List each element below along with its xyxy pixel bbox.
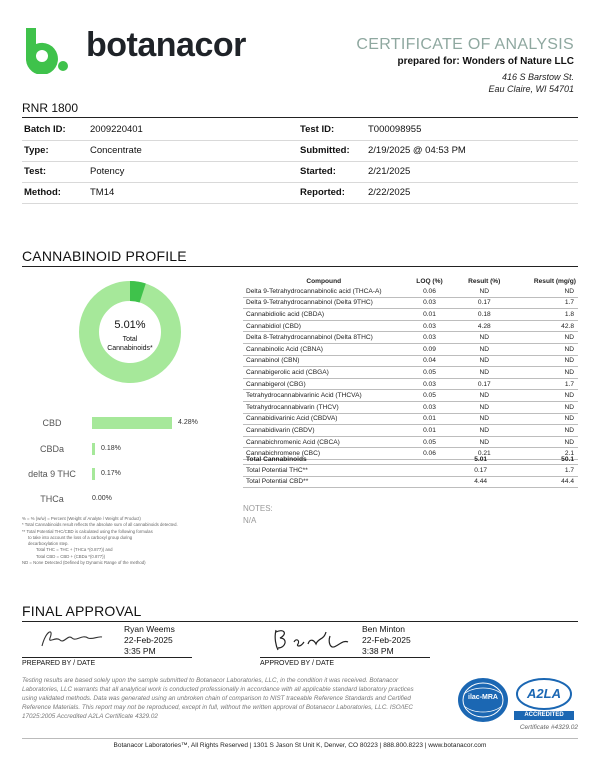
cell-result-mg: ND xyxy=(514,367,578,379)
batch-id-label: Batch ID: xyxy=(24,124,66,135)
cell-loq: 0.06 xyxy=(404,286,454,297)
table-row xyxy=(243,367,578,379)
prepared-by-name: Ryan Weems xyxy=(124,624,175,634)
divider xyxy=(22,203,578,204)
cell-spacer xyxy=(399,454,450,465)
cell-result-mg: ND xyxy=(514,401,578,413)
cell-loq: 0.03 xyxy=(404,332,454,344)
cell-result-mg: ND xyxy=(514,413,578,425)
prepared-date: 22-Feb-2025 xyxy=(124,635,173,645)
footnote-line: Total CBD = CBD + (CBDa *(0.877)) xyxy=(36,553,106,559)
cell-compound: Cannabidiolic acid (CBDA) xyxy=(243,309,404,321)
submitted-label: Submitted: xyxy=(300,145,350,156)
donut-percent: 5.01% xyxy=(114,319,146,331)
cell-compound: Cannabidivarin (CBDV) xyxy=(243,425,404,437)
cell-result-mg: ND xyxy=(514,436,578,448)
disclaimer-text: Testing results are based solely upon the sample submitted to Botanacor Laboratories, LLC, in the condition it was received. Botanacor Laboratories, LLC warrants that all analytical work is conducted professionally in accordance with all applicable standard laboratory practices using validated methods. Data was generated using an unbroken chain of comparison to NIST traceable Reference Standards and Certified Reference Materials. This report may not be reproduced, except in full, without the written approval of Botanacor Laboratories, LLC. ISO/IEC 17025:2005 Accredited A2LA Certificate 4329.02 xyxy=(22,677,414,720)
prepared-caption: PREPARED BY / DATE xyxy=(22,660,96,667)
cell-total-pct: 0.17 xyxy=(450,465,511,476)
cell-result-mg: 1.7 xyxy=(514,297,578,309)
cell-loq: 0.01 xyxy=(404,309,454,321)
footer-divider xyxy=(22,738,578,739)
divider xyxy=(22,161,578,162)
cell-result-pct: ND xyxy=(455,286,515,297)
col-compound: Compound xyxy=(306,277,342,285)
cell-result-pct: ND xyxy=(455,332,515,344)
cell-result-pct: ND xyxy=(455,401,515,413)
cell-compound: Cannabichromenic Acid (CBCA) xyxy=(243,436,404,448)
footnote-line: * Total Cannabinoids result reflects the absolute sum of all cannabinoids detected. xyxy=(22,522,178,528)
divider xyxy=(22,117,578,118)
cell-compound: Delta 8-Tetrahydrocannabinol (Delta 8THC) xyxy=(243,332,404,344)
reported-value: 2/22/2025 xyxy=(368,187,411,198)
cell-compound: Delta 9-Tetrahydrocannabinolic acid (THCA-A) xyxy=(243,286,404,297)
a2la-text: A2LA xyxy=(527,686,561,701)
client-address-line1: 416 S Barstow St. xyxy=(501,72,574,82)
prepared-sign-line xyxy=(22,657,192,658)
sample-name: RNR 1800 xyxy=(22,101,79,115)
cell-compound: Cannabinol (CBN) xyxy=(243,355,404,367)
footnote-line: ** Total Potential THC/CBD is calculated using the following formulas xyxy=(22,528,153,534)
total-cannabinoids-donut xyxy=(78,280,182,384)
table-row xyxy=(243,297,578,309)
table-row xyxy=(243,436,578,448)
cell-result-mg: ND xyxy=(514,332,578,344)
cell-result-mg: 1.8 xyxy=(514,309,578,321)
footer-text: Botanacor Laboratories™, All Rights Reserved | 1301 S Jason St Unit K, Denver, CO 80223 | 888.800.8223 | www.botanacor.com xyxy=(113,742,487,749)
cell-compound: Cannabigerolic acid (CBGA) xyxy=(243,367,404,379)
cell-compound: Cannabidivarinic Acid (CBDVA) xyxy=(243,413,404,425)
cell-result-pct: 4.28 xyxy=(455,320,515,332)
accredited-badge: ACCREDITED xyxy=(514,711,574,720)
cell-compound: Cannabichromene (CBC) xyxy=(243,448,404,460)
prepared-signature xyxy=(36,624,106,654)
cell-compound: Delta 9-Tetrahydrocannabinol (Delta 9THC) xyxy=(243,297,404,309)
bar-delta9thc xyxy=(92,468,95,480)
totals-row xyxy=(243,465,578,476)
cell-compound: Tetrahydrocannabivarinic Acid (THCVA) xyxy=(243,390,404,402)
method-label: Method: xyxy=(24,187,61,198)
approved-signature xyxy=(270,624,354,656)
prepared-for: prepared for: Wonders of Nature LLC xyxy=(397,56,574,67)
cell-loq: 0.01 xyxy=(404,413,454,425)
cell-result-mg: ND xyxy=(514,286,578,297)
cell-total-label: Total Cannabinoids xyxy=(243,454,399,465)
cell-loq: 0.03 xyxy=(404,378,454,390)
footnotes xyxy=(22,516,222,566)
donut-slice xyxy=(130,291,143,293)
cell-loq: 0.05 xyxy=(404,436,454,448)
compound-table xyxy=(243,276,578,460)
cell-loq: 0.03 xyxy=(404,297,454,309)
bar-value-thca: 0.00% xyxy=(92,495,112,502)
cell-loq: 0.01 xyxy=(404,425,454,437)
cell-result-pct: ND xyxy=(455,436,515,448)
cell-result-pct: ND xyxy=(455,413,515,425)
started-label: Started: xyxy=(300,166,336,177)
cell-loq: 0.03 xyxy=(404,401,454,413)
cell-result-pct: ND xyxy=(455,390,515,402)
bar-label-cbda: CBDa xyxy=(39,444,64,454)
cell-compound: Cannabinolic Acid (CBNA) xyxy=(243,343,404,355)
submitted-value: 2/19/2025 @ 04:53 PM xyxy=(368,145,466,156)
table-row xyxy=(243,343,578,355)
cell-compound: Cannabidiol (CBD) xyxy=(243,320,404,332)
cell-result-mg: ND xyxy=(514,390,578,402)
type-value: Concentrate xyxy=(90,145,142,156)
bar-label-delta9thc: delta 9 THC xyxy=(28,469,76,479)
bar-cbda xyxy=(92,443,95,455)
table-row xyxy=(243,309,578,321)
approved-by-name: Ben Minton xyxy=(362,624,405,634)
notes-value: N/A xyxy=(243,516,257,525)
bar-cbd xyxy=(92,417,172,429)
test-id-label: Test ID: xyxy=(300,124,335,135)
cell-result-pct: 0.17 xyxy=(455,378,515,390)
cell-result-mg: ND xyxy=(514,343,578,355)
footnote-line: % = % (w/w) = Percent (Weight of Analyte / Weight of Product) xyxy=(22,516,141,521)
table-row xyxy=(243,320,578,332)
cell-loq: 0.05 xyxy=(404,390,454,402)
cell-result-pct: ND xyxy=(455,355,515,367)
type-label: Type: xyxy=(24,145,49,156)
totals-table xyxy=(243,454,578,488)
table-row xyxy=(243,332,578,344)
totals-row xyxy=(243,476,578,487)
cell-result-pct: 0.21 xyxy=(455,448,515,460)
cell-compound: Cannabigerol (CBG) xyxy=(243,378,404,390)
bar-label-cbd: CBD xyxy=(42,418,62,428)
donut-track xyxy=(89,291,171,373)
bar-label-thca: THCa xyxy=(40,494,64,504)
certificate-number: Certificate #4329.02 xyxy=(519,724,578,731)
test-value: Potency xyxy=(90,166,125,177)
brand-name: botanacor xyxy=(86,26,246,64)
cell-loq: 0.05 xyxy=(404,367,454,379)
divider xyxy=(22,266,578,267)
col-result-pct: Result (%) xyxy=(468,277,501,285)
table-row xyxy=(243,413,578,425)
footnote-line: decarboxylation step. xyxy=(28,541,69,547)
started-value: 2/21/2025 xyxy=(368,166,411,177)
col-loq: LOQ (%) xyxy=(416,277,443,285)
cell-total-pct: 5.01 xyxy=(450,454,511,465)
cell-spacer xyxy=(399,476,450,487)
table-row xyxy=(243,355,578,367)
approved-time: 3:38 PM xyxy=(362,646,394,656)
col-result-mg: Result (mg/g) xyxy=(533,277,576,285)
cell-result-pct: 0.17 xyxy=(455,297,515,309)
method-value: TM14 xyxy=(90,187,115,198)
approved-sign-line xyxy=(260,657,430,658)
test-id-value: T000098955 xyxy=(368,124,422,135)
footnote-line: to take into account the loss of a carboxyl group during xyxy=(28,534,133,540)
cell-loq: 0.06 xyxy=(404,448,454,460)
cell-loq: 0.04 xyxy=(404,355,454,367)
divider xyxy=(22,140,578,141)
table-row xyxy=(243,390,578,402)
cell-result-pct: ND xyxy=(455,425,515,437)
cell-total-mg: 44.4 xyxy=(511,476,578,487)
reported-label: Reported: xyxy=(300,187,345,198)
cell-loq: 0.03 xyxy=(404,320,454,332)
botanacor-logo-icon xyxy=(22,26,70,74)
cell-result-mg: 42.8 xyxy=(514,320,578,332)
cell-result-pct: ND xyxy=(455,343,515,355)
cell-loq: 0.09 xyxy=(404,343,454,355)
cell-total-mg: 50.1 xyxy=(511,454,578,465)
document-title: CERTIFICATE OF ANALYSIS xyxy=(356,36,574,53)
cell-spacer xyxy=(399,465,450,476)
bar-value-cbda: 0.18% xyxy=(101,445,121,452)
prepared-time: 3:35 PM xyxy=(124,646,156,656)
cell-total-mg: 1.7 xyxy=(511,465,578,476)
notes-label: NOTES: xyxy=(243,504,273,513)
batch-id-value: 2009220401 xyxy=(90,124,143,135)
footnote-line: Total THC = THC + (THCa *(0.877)) and xyxy=(36,547,113,553)
cell-result-mg: 1.7 xyxy=(514,378,578,390)
ilac-mra-text: ilac-MRA xyxy=(468,694,498,701)
divider xyxy=(22,182,578,183)
final-approval-title: FINAL APPROVAL xyxy=(22,603,142,619)
cell-compound: Tetrahydrocannabivarin (THCV) xyxy=(243,401,404,413)
table-row xyxy=(243,378,578,390)
donut-label-line2: Cannabinoids* xyxy=(107,345,153,352)
table-row xyxy=(243,425,578,437)
divider xyxy=(22,621,578,622)
cannabinoid-profile-title: CANNABINOID PROFILE xyxy=(22,248,187,264)
footnote-line: ND = None Detected (Defined by Dynamic Range of the method) xyxy=(22,560,146,566)
client-address-line2: Eau Claire, WI 54701 xyxy=(488,84,574,94)
cell-total-label: Total Potential CBD** xyxy=(243,476,399,487)
cell-total-pct: 4.44 xyxy=(450,476,511,487)
table-row xyxy=(243,401,578,413)
totals-row xyxy=(243,454,578,465)
donut-label-line1: Total xyxy=(122,336,138,343)
cell-result-mg: 2.1 xyxy=(514,448,578,460)
approved-date: 22-Feb-2025 xyxy=(362,635,411,645)
bar-value-cbd: 4.28% xyxy=(178,419,198,426)
approved-caption: APPROVED BY / DATE xyxy=(260,660,335,667)
cell-result-mg: ND xyxy=(514,355,578,367)
cell-total-label: Total Potential THC** xyxy=(243,465,399,476)
cell-result-mg: ND xyxy=(514,425,578,437)
cell-result-pct: 0.18 xyxy=(455,309,515,321)
cell-result-pct: ND xyxy=(455,367,515,379)
test-label: Test: xyxy=(24,166,46,177)
table-row xyxy=(243,286,578,297)
bar-value-delta9thc: 0.17% xyxy=(101,470,121,477)
